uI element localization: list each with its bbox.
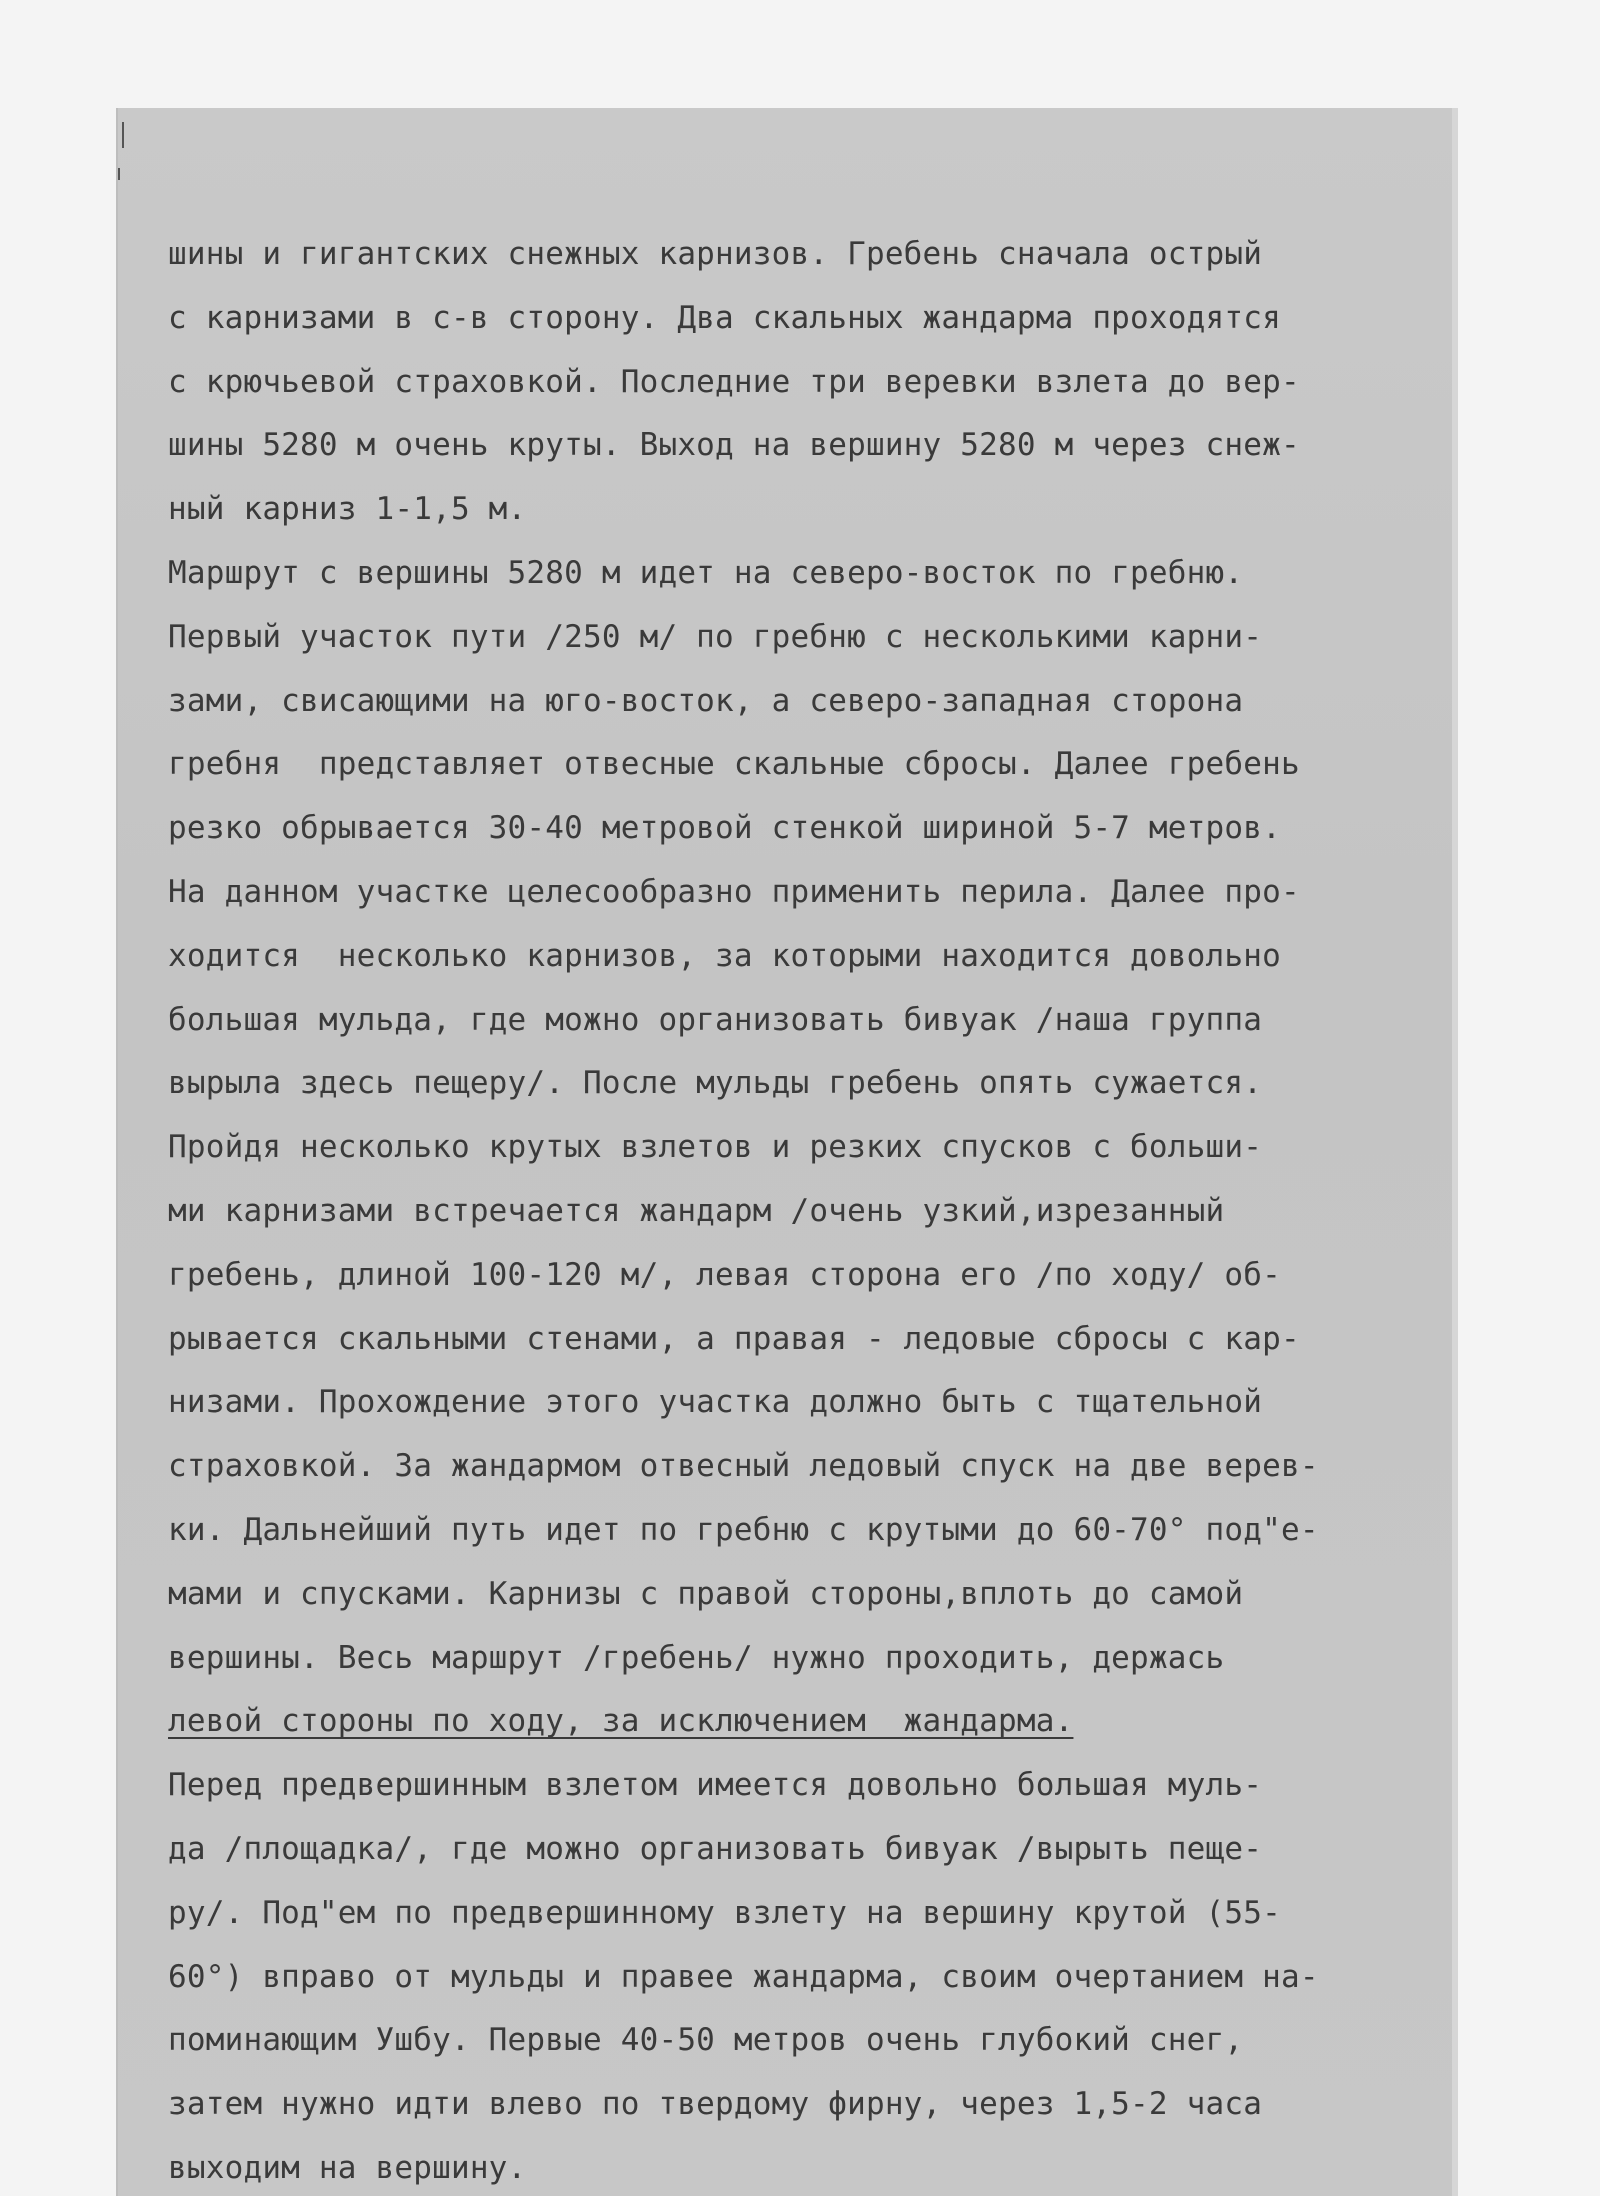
text-line: ру/. Под"ем по предвершинному взлету на вершину крутой (55- — [168, 1894, 1281, 1931]
text-line: с карнизами в с-в сторону. Два скальных жандарма проходятся — [168, 299, 1281, 336]
text-line: Перед предвершинным взлетом имеется довольно большая муль- — [168, 1767, 1263, 1804]
text-line: вершины. Весь маршрут /гребень/ нужно проходить, держась — [168, 1639, 1225, 1676]
page-text — [168, 223, 1448, 2196]
text-line: резко обрывается 30-40 метровой стенкой шириной 5-7 метров. — [168, 810, 1281, 847]
text-line: поминающим Ушбу. Первые 40-50 метров очень глубокий снег, — [168, 2022, 1244, 2059]
text-line: большая мульда, где можно организовать бивуак /наша группа — [168, 1001, 1263, 1038]
text-line: вырыла здесь пещеру/. После мульды гребень опять сужается. — [168, 1065, 1263, 1102]
text-line: ный карниз 1-1,5 м. — [168, 491, 527, 528]
text-line: На данном участке целесообразно применить перила. Далее про- — [168, 873, 1300, 910]
underlined-text-line — [168, 1690, 1448, 1754]
typewritten-page — [118, 108, 1458, 2196]
text-line: шины и гигантских снежных карнизов. Гребень сначала острый — [168, 236, 1263, 272]
text-line: рывается скальными стенами, а правая - ледовые сбросы с кар- — [168, 1320, 1300, 1357]
text-line: низами. Прохождение этого участка должно быть с тщательной — [168, 1384, 1263, 1421]
text-line: шины 5280 м очень круты. Выход на вершину 5280 м через снеж- — [168, 427, 1300, 464]
text-line: Первый участок пути /250 м/ по гребню с несколькими карни- — [168, 618, 1263, 655]
text-line: гребня представляет отвесные скальные сбросы. Далее гребень — [168, 746, 1300, 783]
text-line: мами и спусками. Карнизы с правой стороны,вплоть до самой — [168, 1575, 1244, 1612]
text-line: ходится несколько карнизов, за которыми находится довольно — [168, 937, 1281, 974]
text-line: Пройдя несколько крутых взлетов и резких спусков с больши- — [168, 1129, 1263, 1166]
text-line: выходим на вершину. — [168, 2149, 527, 2186]
pencil-tick-mark — [118, 168, 120, 180]
text-line: 60°) вправо от мульды и правее жандарма, своим очертанием на- — [168, 1958, 1319, 1995]
text-line: ми карнизами встречается жандарм /очень узкий,изрезанный — [168, 1192, 1225, 1229]
text-line: да /площадка/, где можно организовать бивуак /вырыть пеще- — [168, 1830, 1263, 1867]
text-line: зами, свисающими на юго-восток, а северо-западная сторона — [168, 682, 1244, 719]
text-line: Маршрут с вершины 5280 м идет на северо-восток по гребню. — [168, 554, 1244, 591]
underlined-text: левой стороны по ходу, за исключением жандарма. — [168, 1703, 1074, 1740]
pencil-tick-mark — [122, 122, 124, 148]
text-line: с крючьевой страховкой. Последние три веревки взлета до вер- — [168, 363, 1300, 400]
text-line: затем нужно идти влево по твердому фирну, через 1,5-2 часа — [168, 2086, 1263, 2123]
text-line: страховкой. За жандармом отвесный ледовый спуск на две верев- — [168, 1448, 1319, 1485]
text-line: ки. Дальнейший путь идет по гребню с крутыми до 60-70° под"е- — [168, 1511, 1319, 1548]
text-line: гребень, длиной 100-120 м/, левая сторона его /по ходу/ об- — [168, 1256, 1281, 1293]
